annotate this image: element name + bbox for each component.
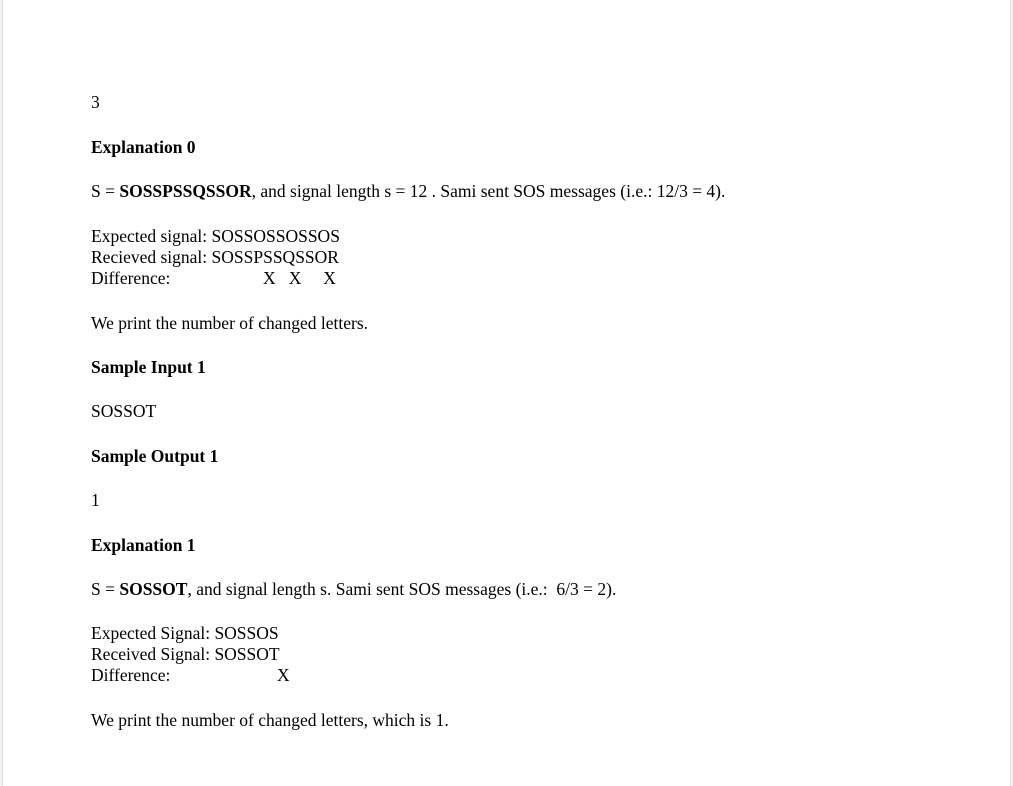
statement-prefix: S = (91, 579, 120, 599)
expected-signal-1: Expected Signal: SOSSOS (91, 623, 279, 643)
sample-output-1-heading: Sample Output 1 (91, 446, 219, 466)
difference-row-0 (91, 268, 336, 289)
explanation-0-conclusion: We print the number of changed letters. (91, 313, 369, 333)
received-signal-1: Received Signal: SOSSOT (91, 644, 280, 664)
statement-prefix: S = (91, 181, 120, 201)
received-signal-0: Recieved signal: SOSSPSSQSSOR (91, 247, 339, 267)
explanation-0-statement (91, 181, 725, 202)
statement-suffix: , and signal length s. Sami sent SOS messages (i.e.: 6/3 = 2). (187, 579, 617, 599)
explanation-1-heading: Explanation 1 (91, 535, 196, 555)
explanation-1-conclusion: We print the number of changed letters, which is 1. (91, 710, 449, 730)
explanation-0-heading: Explanation 0 (91, 137, 196, 157)
expected-signal-0: Expected signal: SOSSOSSOSSOS (91, 226, 340, 246)
difference-label: Difference: (91, 268, 171, 288)
explanation-1-statement (91, 579, 616, 600)
difference-label: Difference: (91, 665, 171, 685)
signal-string: SOSSOT (119, 579, 188, 599)
difference-marks: X X X (263, 268, 336, 288)
difference-marks: X (277, 665, 290, 685)
difference-row-1 (91, 665, 290, 686)
sample-output-1-value: 1 (91, 490, 100, 510)
signal-string: SOSSPSSQSSOR (119, 181, 252, 201)
sample-input-1-value: SOSSOT (91, 401, 157, 421)
sample-input-1-heading: Sample Input 1 (91, 357, 206, 377)
document-page (2, 0, 1011, 786)
statement-suffix: , and signal length s = 12 . Sami sent SOS messages (i.e.: 12/3 = 4). (251, 181, 726, 201)
sample-output-0-value: 3 (91, 92, 100, 112)
